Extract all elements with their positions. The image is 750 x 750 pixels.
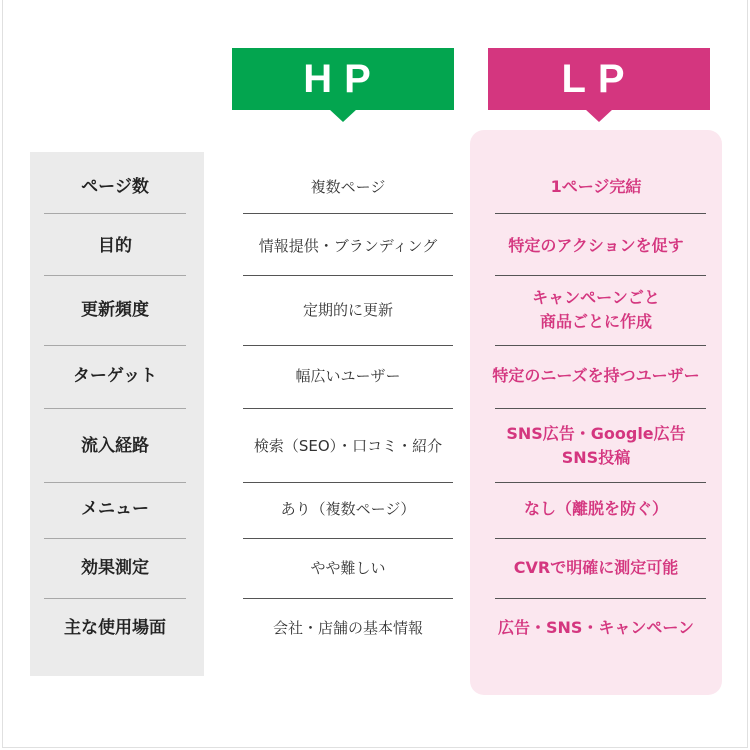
- lp-cell: 広告・SNS・キャンペーン: [497, 618, 695, 637]
- row-divider: [495, 598, 706, 599]
- row-label: ページ数: [81, 177, 149, 197]
- row-divider: [495, 538, 706, 539]
- row-label: 更新頻度: [81, 300, 149, 320]
- hp-cell: 情報提供・ブランディング: [258, 237, 438, 255]
- row-divider: [243, 598, 453, 599]
- hp-cell: 会社・店舗の基本情報: [272, 619, 423, 637]
- row-divider: [44, 598, 186, 599]
- hp-cell: あり（複数ページ）: [280, 500, 416, 518]
- lp-cell: 特定のニーズを持つユーザー: [492, 366, 700, 385]
- row-label: 効果測定: [81, 558, 149, 578]
- row-divider: [495, 482, 706, 483]
- row-label: 目的: [98, 236, 132, 256]
- row-divider: [243, 345, 453, 346]
- hp-cell: 複数ページ: [310, 178, 386, 196]
- row-divider: [44, 538, 186, 539]
- row-label: 主な使用場面: [64, 618, 166, 638]
- lp-cell: 1ページ完結: [550, 177, 642, 196]
- lp-cell: 特定のアクションを促す: [508, 236, 684, 255]
- row-label: メニュー: [81, 499, 149, 519]
- row-divider: [44, 213, 186, 214]
- row-divider: [243, 213, 453, 214]
- hp-cell: 検索（SEO）・口コミ・紹介: [253, 437, 443, 455]
- row-divider: [495, 213, 706, 214]
- row-divider: [243, 482, 453, 483]
- row-divider: [44, 345, 186, 346]
- lp-cell: なし（離脱を防ぐ）: [523, 499, 668, 518]
- row-label: ターゲット: [72, 366, 158, 386]
- row-divider: [44, 408, 186, 409]
- lp-cell: キャンペーンごと 商品ごとに作成: [532, 288, 660, 331]
- row-divider: [243, 275, 453, 276]
- hp-cell: やや難しい: [310, 559, 386, 577]
- lp-cell: CVRで明確に測定可能: [513, 558, 679, 577]
- hp-cell: 幅広いユーザー: [295, 367, 401, 385]
- row-divider: [243, 538, 453, 539]
- hp-cell: 定期的に更新: [302, 301, 393, 319]
- row-divider: [495, 408, 706, 409]
- row-divider: [495, 345, 706, 346]
- row-label: 流入経路: [81, 436, 149, 456]
- header-lp: LP: [488, 48, 710, 110]
- header-hp: HP: [232, 48, 454, 110]
- row-divider: [44, 482, 186, 483]
- lp-cell: SNS広告・Google広告 SNS投稿: [506, 424, 686, 467]
- row-divider: [44, 275, 186, 276]
- row-divider: [243, 408, 453, 409]
- row-divider: [495, 275, 706, 276]
- lp-column: [470, 130, 722, 695]
